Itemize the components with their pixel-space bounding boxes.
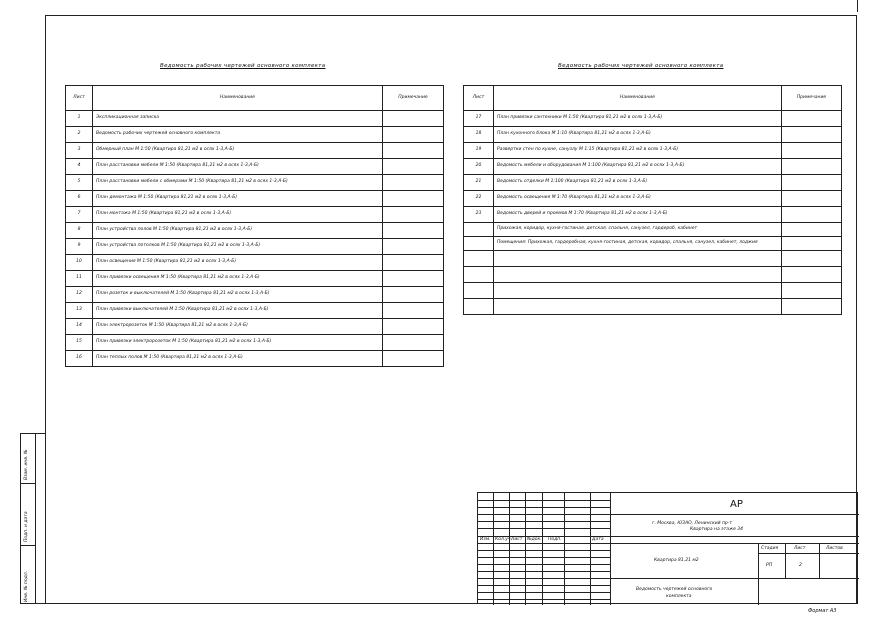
sheet-note bbox=[782, 175, 842, 191]
sheet-number: 14 bbox=[66, 319, 93, 335]
side-strip bbox=[20, 433, 45, 604]
sheet-name: План устройства потолков М 1:50 (Квартира 81,21 м2 в осях 1-3,А-Б) bbox=[93, 239, 383, 255]
table-row bbox=[66, 319, 444, 335]
sheet-name: План устройства полов М 1:50 (Квартира 81,21 м2 в осях 1-3,А-Б) bbox=[93, 223, 383, 239]
sheet-note bbox=[383, 255, 444, 271]
sheet-value: 2 bbox=[799, 563, 802, 568]
col-count: Кол.уч. bbox=[495, 537, 513, 542]
drawing-name-line-2: комплекта bbox=[666, 594, 692, 599]
empty-row bbox=[464, 267, 842, 283]
col-header-sheet: Лист bbox=[464, 86, 494, 111]
sheet-name: Ведомость отделки М 1:100 (Квартира 81,21 м2 в осях 1-3,А-Б) bbox=[494, 175, 782, 191]
col-header-sheet: Лист bbox=[66, 86, 93, 111]
table-row bbox=[464, 207, 842, 223]
table-row bbox=[66, 111, 444, 127]
sheet-name: План расстановки мебели с обмерами М 1:50 (Квартира 81,21 м2 в осях 1-3,А-Б) bbox=[93, 175, 383, 191]
col-change: Изм. bbox=[480, 537, 491, 542]
col-docnum: №док. bbox=[527, 537, 542, 542]
sheet-note bbox=[383, 223, 444, 239]
table-row bbox=[66, 271, 444, 287]
right-table-title: Ведомость рабочих чертежей основного комплекта bbox=[558, 63, 724, 69]
sheet-number: 13 bbox=[66, 303, 93, 319]
sheet-note bbox=[383, 351, 444, 367]
table-row bbox=[464, 175, 842, 191]
sheet-note bbox=[383, 271, 444, 287]
sheet-name: Ведомость освещения М 1:70 (Квартира 81,21 м2 в осях 1-3,А-Б) bbox=[494, 191, 782, 207]
col-date: Дата bbox=[592, 537, 604, 542]
col-signature: Подп. bbox=[548, 537, 562, 542]
sheet-number: 15 bbox=[66, 335, 93, 351]
address-line-1: г. Москва, ЮЗАО, Ленинский пр-т bbox=[652, 521, 733, 526]
sheet-number: 5 bbox=[66, 175, 93, 191]
table-row bbox=[66, 159, 444, 175]
table-header-row bbox=[66, 86, 444, 111]
sheet-number: 8 bbox=[66, 223, 93, 239]
sheet-name: План привязки сантехники М 1:50 (Квартира 81,21 м2 в осях 1-3,А-Б) bbox=[494, 111, 782, 127]
stage-value: РП bbox=[766, 563, 773, 568]
sheet-note bbox=[782, 191, 842, 207]
table-row bbox=[66, 175, 444, 191]
premises-note: Помещения: Прихожая, гардеробная, кухня-гостиная, детская, коридор, спальня, санузел, кабинет, лоджия bbox=[494, 237, 782, 251]
sheet-number: 9 bbox=[66, 239, 93, 255]
table-row bbox=[464, 127, 842, 143]
sheet-note bbox=[383, 239, 444, 255]
sheet-note bbox=[383, 303, 444, 319]
side-label-replacement: Взам. инв. № bbox=[24, 449, 29, 480]
sheet-note bbox=[383, 207, 444, 223]
sheet-note bbox=[782, 127, 842, 143]
table-row bbox=[464, 159, 842, 175]
document-code: АР bbox=[730, 499, 743, 510]
sheet-note bbox=[383, 335, 444, 351]
sheet-number: 4 bbox=[66, 159, 93, 175]
sheet-note bbox=[383, 319, 444, 335]
sheet-number: 1 bbox=[66, 111, 93, 127]
sheet-number: 2 bbox=[66, 127, 93, 143]
sheet-note bbox=[383, 143, 444, 159]
table-row bbox=[66, 127, 444, 143]
sheet-name: Обмерный план М 1:50 (Квартира 81,21 м2 в осях 1-3,А-Б) bbox=[93, 143, 383, 159]
sheet-note bbox=[782, 111, 842, 127]
sheet-name: Ведомость рабочих чертежей основного комплекта bbox=[93, 127, 383, 143]
sheet-note bbox=[782, 159, 842, 175]
left-sheet-table bbox=[65, 85, 444, 367]
table-row bbox=[66, 223, 444, 239]
sheet-name: План привязки освещения М 1:50 (Квартира 81,21 м2 в осях 1-3,А-Б) bbox=[93, 271, 383, 287]
sheet-name: Ведомость дверей и проемов М 1:70 (Квартира 81,21 м2 в осях 1-3,А-Б) bbox=[494, 207, 782, 223]
table-row bbox=[66, 335, 444, 351]
sheet-note bbox=[383, 159, 444, 175]
col-header-name: Наименование bbox=[494, 86, 782, 111]
sheet-number: 19 bbox=[464, 143, 494, 159]
sheet-name: План привязки электророзеток М 1:50 (Квартира 81,21 м2 в осях 1-3,А-Б) bbox=[93, 335, 383, 351]
sheet-number: 20 bbox=[464, 159, 494, 175]
table-row bbox=[66, 239, 444, 255]
table-row bbox=[66, 143, 444, 159]
table-row bbox=[464, 223, 842, 237]
table-row bbox=[66, 191, 444, 207]
stage-label: Стадия bbox=[761, 546, 779, 551]
sheet-note bbox=[782, 143, 842, 159]
sheet-note bbox=[383, 127, 444, 143]
table-header-row bbox=[464, 86, 842, 111]
table-row bbox=[66, 287, 444, 303]
sheet-number: 6 bbox=[66, 191, 93, 207]
table-row bbox=[464, 237, 842, 251]
table-row bbox=[66, 303, 444, 319]
sheet-number: 21 bbox=[464, 175, 494, 191]
table-row bbox=[464, 111, 842, 127]
empty-row bbox=[464, 283, 842, 299]
table-row bbox=[66, 351, 444, 367]
table-row bbox=[464, 143, 842, 159]
sheets-label: Листов bbox=[826, 546, 843, 551]
sheet-note bbox=[782, 207, 842, 223]
sheet-number: 12 bbox=[66, 287, 93, 303]
object-name: Квартира 81,21 м2 bbox=[654, 558, 699, 563]
sheet-name: План освещения М 1:50 (Квартира 81,21 м2 в осях 1-3,А-Б) bbox=[93, 255, 383, 271]
col-header-note: Примечание bbox=[782, 86, 842, 111]
sheet-note bbox=[383, 175, 444, 191]
sheet-name: План привязки выключателей М 1:50 (Квартира 81,21 м2 в осях 1-3,А-Б) bbox=[93, 303, 383, 319]
table-row bbox=[464, 191, 842, 207]
sheet-name: План теплых полов М 1:50 (Квартира 81,21 м2 в осях 1-3,А-Б) bbox=[93, 351, 383, 367]
right-sheet-table bbox=[463, 85, 842, 315]
empty-row bbox=[464, 299, 842, 315]
empty-row bbox=[464, 251, 842, 267]
corner-tick bbox=[857, 0, 858, 12]
sheet-number: 17 bbox=[464, 111, 494, 127]
sheet-name: План демонтажа М 1:50 (Квартира 81,21 м2 в осях 1-3,А-Б) bbox=[93, 191, 383, 207]
sheet-name: План кухонного блока М 1:10 (Квартира 81,21 м2 в осях 1-3,А-Б) bbox=[494, 127, 782, 143]
sheet-number: 10 bbox=[66, 255, 93, 271]
sheet-name: План расстановки мебели М 1:50 (Квартира 81,21 м2 в осях 1-3,А-Б) bbox=[93, 159, 383, 175]
col-header-note: Примечание bbox=[383, 86, 444, 111]
room-list-note: Прихожая, коридор, кухня-гостиная, детская, спальня, санузел, гардероб, кабинет bbox=[494, 223, 782, 237]
sheet-number: 22 bbox=[464, 191, 494, 207]
sheet-number: 11 bbox=[66, 271, 93, 287]
sheet-number: 18 bbox=[464, 127, 494, 143]
table-row bbox=[66, 255, 444, 271]
sheet-number: 3 bbox=[66, 143, 93, 159]
sheet-name: Экспликационная записка bbox=[93, 111, 383, 127]
sheet-note bbox=[383, 191, 444, 207]
side-label-signature: Подп. и дата bbox=[24, 511, 29, 542]
sheet-number: 16 bbox=[66, 351, 93, 367]
col-sheet: Лист bbox=[511, 537, 523, 542]
sheet-number: 7 bbox=[66, 207, 93, 223]
sheet-name: План электророзеток М 1:50 (Квартира 81,21 м2 в осях 1-3,А-Б) bbox=[93, 319, 383, 335]
sheet-number: 23 bbox=[464, 207, 494, 223]
sheet-note bbox=[383, 111, 444, 127]
sheet-note bbox=[383, 287, 444, 303]
sheet-name: План розеток и выключателей М 1:50 (Квартира 81,21 м2 в осях 1-3,А-Б) bbox=[93, 287, 383, 303]
sheet-name: Ведомость мебели и оборудования М 1:100 (Квартира 81,21 м2 в осях 1-3,А-Б) bbox=[494, 159, 782, 175]
left-table-title: Ведомость рабочих чертежей основного комплекта bbox=[160, 63, 326, 69]
sheet-name: План монтажа М 1:50 (Квартира 81,21 м2 в осях 1-3,А-Б) bbox=[93, 207, 383, 223]
table-row bbox=[66, 207, 444, 223]
col-header-name: Наименование bbox=[93, 86, 383, 111]
drawing-name-line-1: Ведомость чертежей основного bbox=[636, 587, 713, 592]
title-block bbox=[477, 492, 858, 604]
sheet-name: Развертки стен по кухне, санузлу М 1:15 (Квартира 81,21 м2 в осях 1-3,А-Б) bbox=[494, 143, 782, 159]
address-line-2: Квартира на этаже 34 bbox=[690, 527, 744, 532]
sheet-label: Лист bbox=[794, 546, 806, 551]
side-label-inventory: Инв. № подл. bbox=[24, 570, 29, 602]
format-label: Формат А3 bbox=[808, 608, 837, 614]
